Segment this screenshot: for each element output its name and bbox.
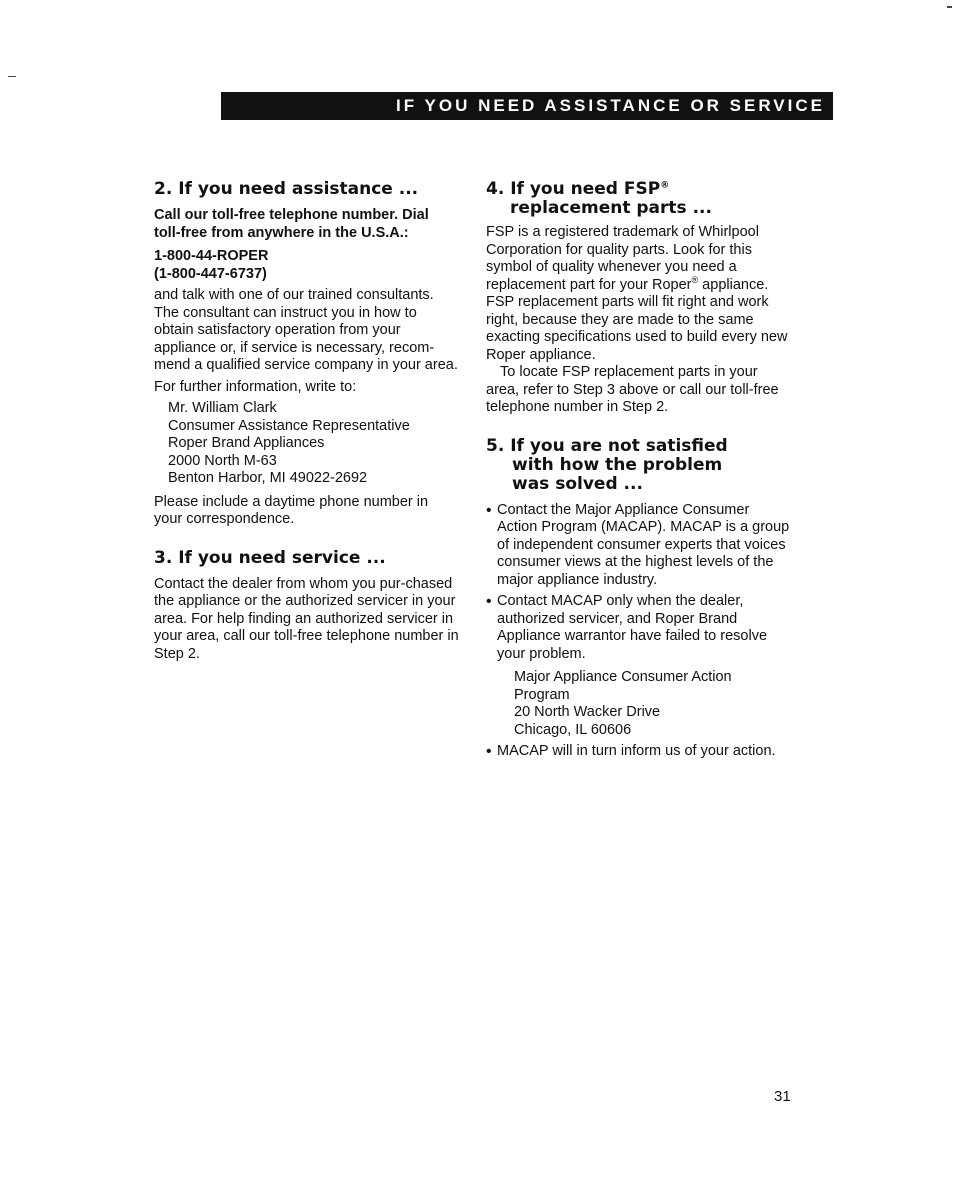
list-item [486, 743, 791, 761]
mailing-address [154, 400, 459, 488]
section-4-body [486, 224, 791, 364]
section-4-body-text: appliance. FSP replacement parts will fit right and work right, because they are made to the same exacting specifications used to build every new Roper appliance. [486, 276, 788, 363]
registered-mark: ® [660, 180, 670, 191]
section-3-body: Contact the dealer from whom you pur-chased the appliance or the authorized servicer in your area. For help finding an authorized servicer in your area, call our toll-free telephone number in Step 2. [154, 575, 459, 662]
bullet-text: Contact the Major Appliance Consumer Action Program (MACAP). MACAP is a group of independent consumer experts that voices consumer views at the highest levels of the major appliance industry. [497, 501, 790, 588]
address-line: 20 North Wacker Drive [514, 704, 661, 720]
scan-mark [947, 6, 952, 8]
address-line: Major Appliance Consumer Action Program [514, 669, 732, 703]
scan-mark [8, 76, 16, 77]
section-4-heading-line1: 4. If you need FSP [486, 179, 661, 199]
section-5-heading-line2: with how the problem [512, 454, 723, 475]
bullet-text: MACAP will in turn inform us of your action. [497, 743, 776, 759]
section-2-body: and talk with one of our trained consultants. The consultant can instruct you in how to obtain satisfactory operation from your appliance or, if service is necessary, recom-mend a qualified service company in your area. [154, 287, 458, 373]
right-column [486, 180, 791, 761]
section-header-bar [221, 92, 833, 120]
section-5-heading-line3: was solved ... [512, 473, 643, 494]
section-5-heading-line1: 5. If you are not satisfied [486, 435, 728, 456]
section-4-heading-line2: replacement parts ... [510, 198, 712, 218]
address-line: Consumer Assistance Representative [168, 417, 410, 434]
section-4-body-2: To locate FSP replacement parts in your area, refer to Step 3 above or call our toll-free telephone number in Step 2. [486, 364, 779, 415]
registered-mark: ® [691, 274, 699, 285]
phone-number-digits: (1-800-447-6737) [154, 265, 267, 282]
address-line: Chicago, IL 60606 [514, 721, 632, 738]
section-4-body-text: FSP is a registered trademark of Whirlpool Corporation for quality parts. Look for this symbol of quality whenever you need a replacement part for your Roper [486, 224, 759, 293]
page-number: 31 [774, 1088, 791, 1105]
section-2-intro: Call our toll-free telephone number. Dial toll-free from anywhere in the U.S.A.: [154, 207, 429, 241]
page-title: IF YOU NEED ASSISTANCE OR SERVICE [396, 96, 825, 115]
bullet-icon: • [486, 593, 492, 610]
address-line: Roper Brand Appliances [168, 435, 325, 451]
section-2-heading: 2. If you need assistance ... [154, 179, 419, 199]
bullet-text: Contact MACAP only when the dealer, authorized servicer, and Roper Brand Appliance warrantor have failed to resolve your problem. [497, 593, 768, 662]
left-column [154, 180, 459, 663]
section-5-heading [486, 437, 791, 494]
bullet-icon: • [486, 743, 492, 760]
section-4-heading [486, 180, 791, 218]
macap-address [486, 669, 791, 739]
correspondence-note: Please include a daytime phone number in your correspondence. [154, 493, 429, 527]
address-line: 2000 North M-63 [168, 452, 277, 469]
address-line: Mr. William Clark [168, 400, 277, 416]
phone-number: 1-800-44-ROPER [154, 248, 269, 264]
list-item [486, 502, 791, 590]
section-3-heading: 3. If you need service ... [154, 547, 386, 568]
bullet-icon: • [486, 501, 492, 519]
address-line: Benton Harbor, MI 49022-2692 [168, 470, 368, 486]
list-item [486, 593, 791, 663]
write-to-label: For further information, write to: [154, 378, 357, 395]
